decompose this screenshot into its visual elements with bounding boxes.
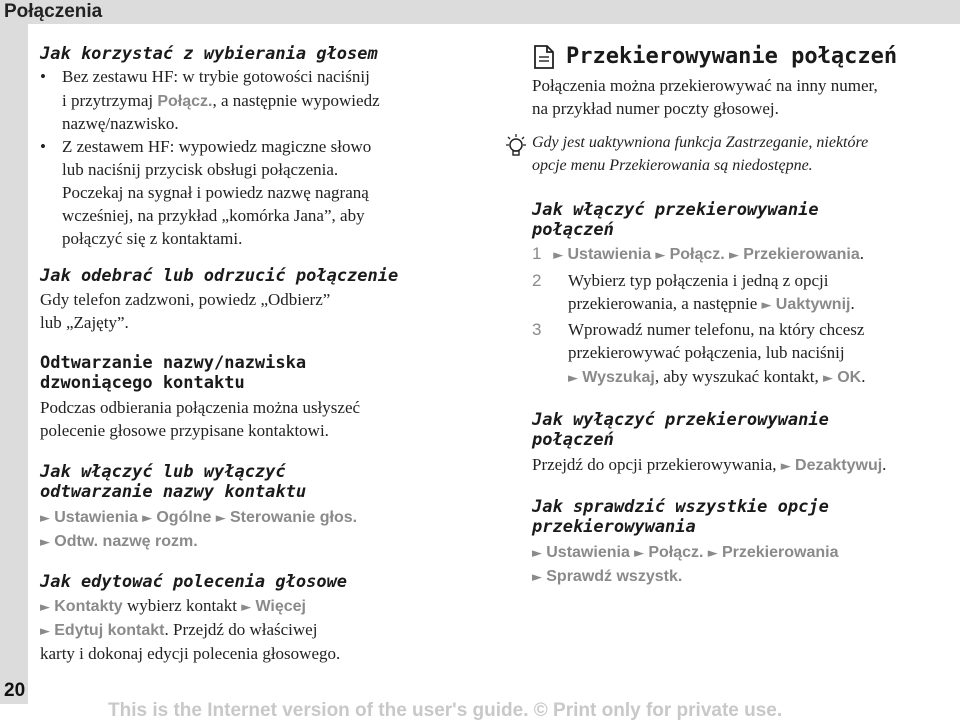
document-icon xyxy=(532,44,556,75)
paragraph-line: Przejdź do opcji przekierowywania, ► Dezaktywuj. xyxy=(532,455,887,474)
nav-settings: Ustawienia xyxy=(54,509,138,526)
nav-voice-control: Sterowanie głos. xyxy=(229,509,358,526)
page-number: 20 xyxy=(4,680,26,701)
answer-heading: Jak odebrać lub odrzucić połączenie xyxy=(40,266,399,286)
nav-forwarding: Przekierowania xyxy=(743,246,860,263)
header-bar xyxy=(0,0,960,24)
nav-forwarding: Przekierowania xyxy=(721,544,839,561)
disable-forward-heading: Jak wyłączyć przekierowywanie xyxy=(532,410,829,430)
arrow-right-icon: ► xyxy=(780,459,791,474)
paragraph-line: połączyć się z kontaktami. xyxy=(62,229,243,248)
caller-name-heading-2: dzwoniącego kontaktu xyxy=(40,373,245,393)
nav-deactivate: Dezaktywuj xyxy=(795,457,883,474)
paragraph-line: Poczekaj na sygnał i powiedz nazwę nagraną xyxy=(62,183,369,202)
nav-calls: Połącz. xyxy=(648,544,704,561)
side-strip xyxy=(0,24,28,704)
arrow-right-icon: ► xyxy=(40,624,50,639)
nav-play-name: Odtw. nazwę rozm. xyxy=(54,533,198,550)
arrow-right-icon: ► xyxy=(40,600,50,615)
nav-search: Wyszukaj xyxy=(582,369,655,386)
arrow-right-icon: ► xyxy=(241,600,252,615)
step-2-cont: przekierowania, a następnie ► Uaktywnij. xyxy=(568,294,855,313)
arrow-right-icon: ► xyxy=(532,546,542,561)
playback-heading: Jak włączyć lub wyłączyć xyxy=(40,462,286,482)
bullet-item-cont: i przytrzymaj Połącz., a następnie wypowiedz xyxy=(62,91,380,110)
nav-check-all: Sprawdź wszystk. xyxy=(546,568,683,585)
nav-path xyxy=(532,541,838,565)
lightbulb-icon xyxy=(504,133,528,166)
chapter-title: Połączenia xyxy=(4,1,103,22)
arrow-right-icon: ► xyxy=(215,511,226,526)
paragraph-line: polecenie głosowe przypisane kontaktowi. xyxy=(40,421,329,440)
footer-note: This is the Internet version of the user's guide. © Print only for private use. xyxy=(108,700,783,721)
arrow-right-icon: ► xyxy=(707,546,718,561)
nav-ok: OK xyxy=(837,369,862,386)
arrow-right-icon: ► xyxy=(568,371,578,386)
paragraph-line: karty i dokonaj edycji polecenia głosowego. xyxy=(40,644,341,663)
nav-call: Połącz. xyxy=(157,93,213,110)
nav-path xyxy=(40,530,198,554)
step-3-cont: przekierowywać połączenia, lub naciśnij xyxy=(568,343,845,362)
nav-settings: Ustawienia xyxy=(546,544,630,561)
check-forward-heading-2: przekierowywania xyxy=(532,517,696,537)
nav-general: Ogólne xyxy=(156,509,212,526)
arrow-right-icon: ► xyxy=(40,511,50,526)
arrow-right-icon: ► xyxy=(728,248,739,263)
enable-forward-heading: Jak włączyć przekierowywanie xyxy=(532,200,819,220)
paragraph-line: lub „Zajęty”. xyxy=(40,313,129,332)
nav-settings: Ustawienia xyxy=(567,246,652,263)
nav-activate: Uaktywnij xyxy=(775,296,851,313)
arrow-right-icon: ► xyxy=(822,371,833,386)
paragraph-line: Gdy telefon zadzwoni, powiedz „Odbierz” xyxy=(40,290,331,309)
arrow-right-icon: ► xyxy=(553,248,564,263)
paragraph-line: Połączenia można przekierowywać na inny numer, xyxy=(532,76,878,95)
edit-commands-heading: Jak edytować polecenia głosowe xyxy=(40,572,348,592)
arrow-right-icon: ► xyxy=(655,248,666,263)
nav-path xyxy=(40,506,357,530)
arrow-right-icon: ► xyxy=(634,546,645,561)
nav-path xyxy=(532,565,682,589)
nav-contacts: Kontakty xyxy=(54,598,123,615)
tip-line: opcje menu Przekierowania są niedostępne. xyxy=(532,157,813,174)
bullet-item-cont: lub naciśnij przycisk obsługi połączenia. xyxy=(62,160,339,179)
voice-dial-heading: Jak korzystać z wybierania głosem xyxy=(40,44,378,64)
playback-heading-2: odtwarzanie nazwy kontaktu xyxy=(40,482,307,502)
step-3-cont: ► Wyszukaj, aby wyszukać kontakt, ► OK. xyxy=(568,367,866,386)
check-forward-heading: Jak sprawdzić wszystkie opcje xyxy=(532,497,829,517)
disable-forward-heading-2: połączeń xyxy=(532,430,614,450)
paragraph-line: na przykład numer poczty głosowej. xyxy=(532,99,779,118)
nav-edit-contact: Edytuj kontakt xyxy=(54,622,165,639)
nav-path: ► Edytuj kontakt. Przejdź do właściwej xyxy=(40,620,318,639)
section-title: Przekierowywanie połączeń xyxy=(566,44,898,69)
arrow-right-icon: ► xyxy=(532,570,542,585)
nav-more: Więcej xyxy=(255,598,306,615)
arrow-right-icon: ► xyxy=(142,511,153,526)
enable-forward-heading-2: połączeń xyxy=(532,220,614,240)
paragraph-line: Podczas odbierania połączenia można usłyszeć xyxy=(40,398,361,417)
tip-line: Gdy jest uaktywniona funkcja Zastrzeganie, niektóre xyxy=(532,134,869,151)
nav-path: ► Kontakty wybierz kontakt ► Więcej xyxy=(40,596,306,615)
bullet-item-cont: nazwę/nazwisko. xyxy=(62,114,179,133)
arrow-right-icon: ► xyxy=(761,298,772,313)
nav-calls: Połącz. xyxy=(669,246,725,263)
arrow-right-icon: ► xyxy=(40,535,50,550)
caller-name-heading: Odtwarzanie nazwy/nazwiska xyxy=(40,353,307,373)
paragraph-line: wcześniej, na przykład „komórka Jana”, aby xyxy=(62,206,365,225)
